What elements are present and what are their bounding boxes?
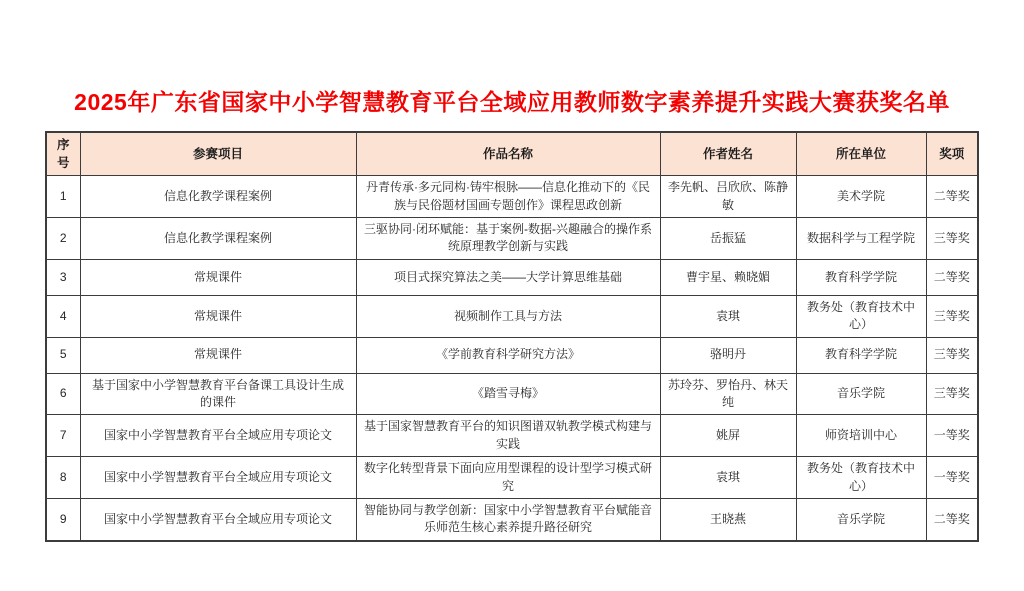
cell-work-title: 基于国家智慧教育平台的知识图谱双轨教学模式构建与实践 <box>356 415 660 457</box>
page-title: 2025年广东省国家中小学智慧教育平台全域应用教师数字素养提升实践大赛获奖名单 <box>74 89 950 115</box>
cell-index: 5 <box>46 337 80 373</box>
cell-project: 常规课件 <box>80 295 356 337</box>
cell-index: 4 <box>46 295 80 337</box>
cell-authors: 曹宇星、赖晓媚 <box>660 259 796 295</box>
cell-index: 6 <box>46 373 80 415</box>
cell-unit: 数据科学与工程学院 <box>796 218 926 260</box>
cell-award: 一等奖 <box>926 457 978 499</box>
cell-index: 2 <box>46 218 80 260</box>
cell-authors: 骆明丹 <box>660 337 796 373</box>
cell-index: 9 <box>46 498 80 540</box>
table-row <box>46 498 978 540</box>
column-header-1: 参赛项目 <box>80 132 356 176</box>
table-row <box>46 457 978 499</box>
table-row <box>46 218 978 260</box>
cell-work-title: 数字化转型背景下面向应用型课程的设计型学习模式研究 <box>356 457 660 499</box>
cell-authors: 袁琪 <box>660 295 796 337</box>
cell-project: 常规课件 <box>80 259 356 295</box>
awards-table <box>45 131 979 542</box>
awards-table-body <box>46 176 978 541</box>
column-header-3: 作者姓名 <box>660 132 796 176</box>
cell-authors: 苏玲芬、罗怡丹、林天纯 <box>660 373 796 415</box>
cell-authors: 岳振猛 <box>660 218 796 260</box>
table-row <box>46 337 978 373</box>
cell-work-title: 智能协同与教学创新：国家中小学智慧教育平台赋能音乐师范生核心素养提升路径研究 <box>356 498 660 540</box>
table-row <box>46 373 978 415</box>
cell-index: 3 <box>46 259 80 295</box>
awards-table-header-row <box>46 132 978 176</box>
table-row <box>46 415 978 457</box>
cell-work-title: 丹青传承·多元同构·铸牢根脉——信息化推动下的《民族与民俗题材国画专题创作》课程思政创新 <box>356 176 660 218</box>
cell-unit: 教育科学学院 <box>796 337 926 373</box>
cell-index: 8 <box>46 457 80 499</box>
cell-project: 信息化教学课程案例 <box>80 176 356 218</box>
cell-award: 三等奖 <box>926 295 978 337</box>
cell-authors: 王晓燕 <box>660 498 796 540</box>
cell-unit: 音乐学院 <box>796 498 926 540</box>
column-header-0: 序号 <box>46 132 80 176</box>
cell-work-title: 项目式探究算法之美——大学计算思维基础 <box>356 259 660 295</box>
table-row <box>46 259 978 295</box>
cell-authors: 袁琪 <box>660 457 796 499</box>
cell-award: 二等奖 <box>926 498 978 540</box>
cell-unit: 美术学院 <box>796 176 926 218</box>
table-row <box>46 295 978 337</box>
cell-award: 一等奖 <box>926 415 978 457</box>
cell-award: 三等奖 <box>926 373 978 415</box>
cell-unit: 教务处（教育技术中心） <box>796 457 926 499</box>
cell-unit: 音乐学院 <box>796 373 926 415</box>
cell-authors: 姚屏 <box>660 415 796 457</box>
cell-project: 国家中小学智慧教育平台全域应用专项论文 <box>80 415 356 457</box>
column-header-5: 奖项 <box>926 132 978 176</box>
column-header-4: 所在单位 <box>796 132 926 176</box>
cell-index: 1 <box>46 176 80 218</box>
cell-work-title: 《学前教育科学研究方法》 <box>356 337 660 373</box>
cell-work-title: 三驱协同·闭环赋能：基于案例-数据-兴趣融合的操作系统原理教学创新与实践 <box>356 218 660 260</box>
cell-award: 二等奖 <box>926 176 978 218</box>
cell-authors: 李先帆、吕欣欣、陈静敏 <box>660 176 796 218</box>
cell-unit: 教育科学学院 <box>796 259 926 295</box>
cell-project: 常规课件 <box>80 337 356 373</box>
cell-award: 三等奖 <box>926 218 978 260</box>
cell-award: 二等奖 <box>926 259 978 295</box>
cell-project: 基于国家中小学智慧教育平台备课工具设计生成的课件 <box>80 373 356 415</box>
cell-unit: 教务处（教育技术中心） <box>796 295 926 337</box>
cell-work-title: 视频制作工具与方法 <box>356 295 660 337</box>
cell-index: 7 <box>46 415 80 457</box>
cell-project: 信息化教学课程案例 <box>80 218 356 260</box>
cell-project: 国家中小学智慧教育平台全域应用专项论文 <box>80 457 356 499</box>
cell-award: 三等奖 <box>926 337 978 373</box>
cell-project: 国家中小学智慧教育平台全域应用专项论文 <box>80 498 356 540</box>
table-row <box>46 176 978 218</box>
cell-work-title: 《踏雪寻梅》 <box>356 373 660 415</box>
cell-unit: 师资培训中心 <box>796 415 926 457</box>
column-header-2: 作品名称 <box>356 132 660 176</box>
